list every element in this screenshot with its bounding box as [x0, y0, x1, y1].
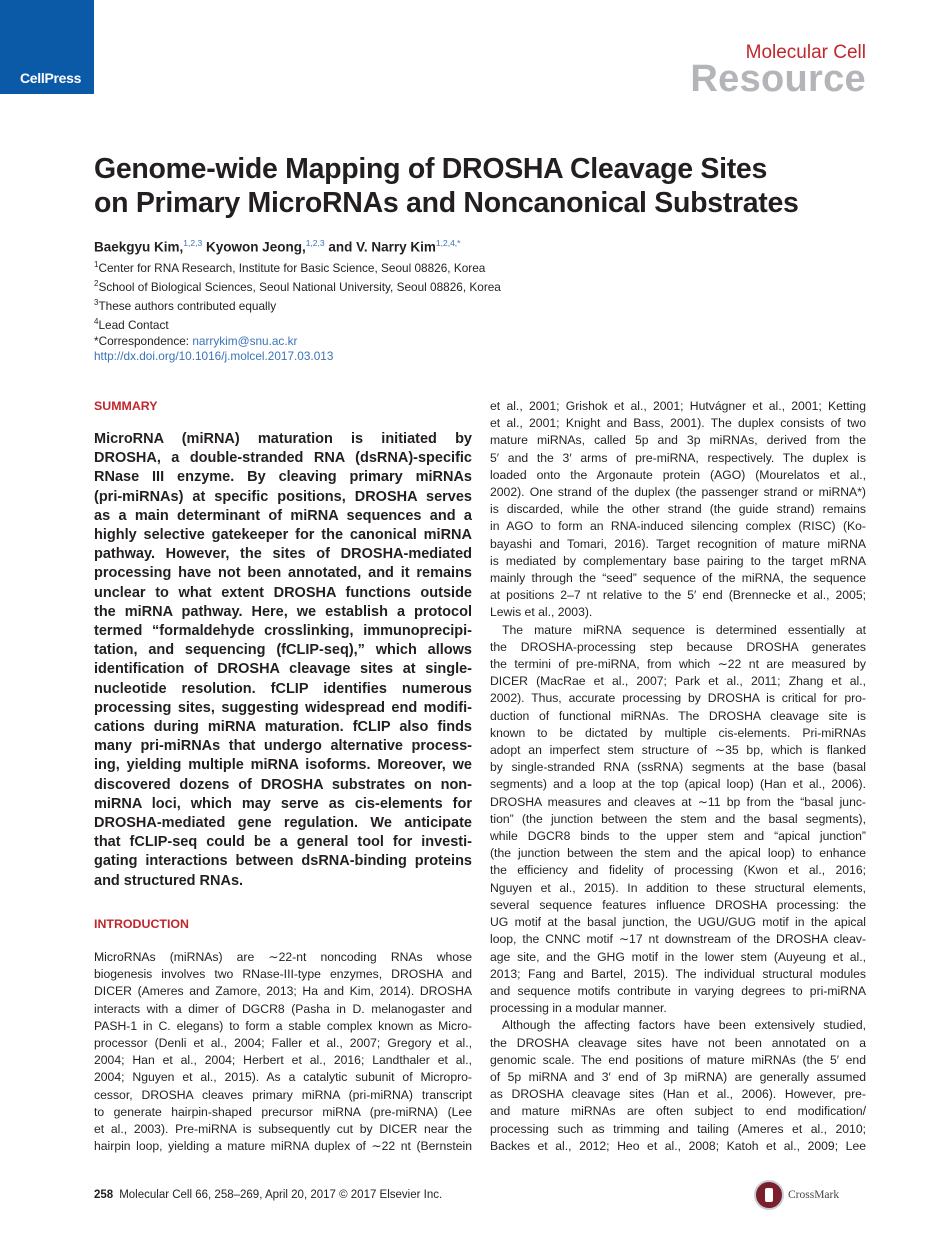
text-line: DROSHA measures and cleaves at ∼11 bp from the “basal junc- — [490, 794, 866, 809]
author-name: and V. Narry Kim — [324, 239, 436, 255]
text-line: DROSHA, a double-stranded RNA (dsRNA)-specific — [94, 450, 472, 467]
text-line: by single-stranded RNA (ssRNA) segments at the base (basal — [490, 760, 866, 775]
text-line: RNase III enzyme. By cleaving primary miRNAs — [94, 469, 472, 486]
text-line: 2004; Han et al., 2004; Herbert et al., 2016; Landthaler et al., — [94, 1053, 472, 1068]
text-line: highly selective gatekeeper for the canonical miRNA — [94, 527, 472, 544]
text-line: pathway. However, the sites of DROSHA-mediated — [94, 546, 472, 563]
text-line: Backes et al., 2012; Heo et al., 2008; Katoh et al., 2009; Lee — [490, 1138, 866, 1153]
text-line: nucleotide resolution. fCLIP identifies numerous — [94, 680, 472, 697]
text-line: the miRNA pathway. Here, we establish a protocol — [94, 603, 472, 620]
text-line: processing have not been annotated, and it remains — [94, 565, 472, 582]
correspondence-line — [94, 334, 501, 349]
affiliation-text: School of Biological Sciences, Seoul National University, Seoul 08826, Korea — [98, 280, 501, 295]
author-affiliation-marks: 1,2,4,* — [435, 238, 461, 248]
text-line: tion” (the junction between the stem and the basal segments), — [490, 811, 866, 826]
text-line: MicroRNA (miRNA) maturation is initiated by — [94, 431, 472, 447]
text-line: 2013; Fang and Bartel, 2015). The individual structural modules — [490, 966, 866, 981]
affiliations — [94, 257, 501, 364]
cellpress-logo-text: CellPress — [20, 70, 82, 86]
text-line: miRNA loci, which may serve as cis-elements for — [94, 795, 472, 812]
text-line: gating interactions between dsRNA-binding proteins — [94, 853, 472, 870]
text-line: (the junction between the stem and the apical loop) to enhance — [490, 846, 866, 861]
text-line: the efficiency and fidelity of processing (Kwon et al., 2016; — [490, 863, 866, 878]
text-line: (pri-miRNAs) at specific positions, DROSHA serves — [94, 488, 472, 505]
text-line: and structured RNAs. — [94, 872, 244, 889]
author-affiliation-marks: 1,2,3 — [183, 238, 203, 248]
text-line: is mediated by complementary base pairing to the target mRNA — [490, 553, 866, 568]
article-title — [94, 152, 884, 220]
introduction-left-column — [94, 949, 472, 1155]
summary-text — [94, 430, 472, 891]
text-line: biogenesis involves two RNase-III-type enzymes, DROSHA and — [94, 967, 472, 982]
text-line: 2002). Thus, accurate processing by DROSHA is critical for pro- — [490, 691, 866, 706]
text-line: cessor, DROSHA cleaves primary miRNA (pri-miRNA) transcript — [94, 1087, 472, 1102]
text-line: Nguyen et al., 2015). In addition to these structural elements, — [490, 880, 866, 895]
text-line: is discarded, while the other strand (the guide strand) remains — [490, 502, 866, 517]
text-line: bayashi and Tomari, 2016). Target recognition of mature miRNA — [490, 536, 866, 551]
text-line: 2002). One strand of the duplex (the passenger strand or miRNA*) — [490, 485, 866, 500]
crossmark-label: CrossMark — [788, 1189, 840, 1201]
text-line: processing such as trimming and tailing (Ameres et al., 2010; — [490, 1121, 866, 1136]
text-line: ing, yielding multiple miRNA isoforms. Moreover, we — [94, 757, 472, 774]
text-line: cations during miRNA maturation. fCLIP also finds — [94, 719, 472, 736]
text-line: 2004; Nguyen et al., 2015). As a catalytic subunit of Micropro- — [94, 1070, 472, 1085]
text-line: The mature miRNA sequence is determined essentially at — [502, 622, 866, 637]
text-line: while DGCR8 binds to the upper stem and “apical junction” — [490, 829, 866, 844]
text-line: Lewis et al., 2003). — [490, 605, 593, 620]
title-line: on Primary MicroRNAs and Noncanonical Substrates — [94, 187, 799, 219]
author-name: Kyowon Jeong, — [202, 239, 306, 255]
text-line: UG motif at the basal junction, the UGU/GUG motif in the apical — [490, 915, 866, 930]
text-line: MicroRNAs (miRNAs) are ∼22-nt noncoding RNAs whose — [94, 950, 472, 964]
affiliation-text: These authors contributed equally — [98, 299, 277, 314]
text-line: mature miRNAs, called 5p and 3p miRNAs, derived from the — [490, 433, 866, 448]
text-line: discovered dozens of DROSHA substrates on non- — [94, 776, 472, 793]
author-name: Baekgyu Kim, — [94, 239, 184, 255]
affiliation-line — [94, 295, 501, 314]
text-line: interacts with a dimer of DGCR8 (Pasha in D. melanogaster and — [94, 1001, 472, 1016]
text-line: as a main determinant of miRNA sequences and a — [94, 507, 472, 524]
crossmark-icon — [754, 1180, 784, 1210]
text-line: DICER (MacRae et al., 2007; Park et al., 2011; Zhang et al., — [490, 674, 866, 689]
affiliation-number: 3 — [94, 298, 99, 308]
text-line: and sequence motifs contribute in varying degrees to pri-miRNA — [490, 983, 866, 998]
correspondence-label: *Correspondence: — [94, 333, 193, 348]
text-line: as DROSHA cleavage sites (Han et al., 2006). However, pre- — [490, 1087, 866, 1102]
text-line: several sequence features influence DROSHA processing: the — [490, 897, 866, 912]
journal-name: Molecular Cell — [745, 42, 866, 63]
affiliation-number: 1 — [94, 260, 99, 269]
text-line: genomic scale. The end positions of mature miRNAs (the 5′ end — [490, 1052, 866, 1067]
title-line: Genome-wide Mapping of DROSHA Cleavage Sites — [94, 153, 768, 185]
author-list — [94, 238, 460, 255]
affiliation-text: Lead Contact — [98, 318, 169, 333]
text-line: that fCLIP-seq could be a general tool for investi- — [94, 834, 472, 851]
text-line: 5′ and the 3′ arms of pre-miRNA, respectively. The duplex is — [490, 450, 866, 465]
introduction-right-column — [490, 398, 866, 1155]
text-line: et al., 2003). Pre-miRNA is subsequently cut by DICER near the — [94, 1122, 472, 1137]
text-line: segments) and a loop at the top (apical loop) (Han et al., 2006). — [490, 777, 866, 792]
text-line: mainly through the “seed” sequence of the miRNA, the sequence — [490, 571, 866, 586]
summary-heading: SUMMARY — [94, 399, 158, 413]
text-line: to generate hairpin-shaped precursor miRNA (pre-miRNA) (Lee — [94, 1104, 472, 1119]
text-line: processing sites, suggesting widespread end modifi- — [94, 699, 472, 716]
text-line: of 5p miRNA and 3′ end of 3p miRNA) are generally assumed — [490, 1069, 866, 1084]
doi-line — [94, 349, 501, 364]
page-number: 258 — [94, 1189, 114, 1201]
text-line: hairpin loop, yielding a mature miRNA duplex of ∼22 nt (Bernstein — [94, 1139, 472, 1154]
text-line: termed “formaldehyde crosslinking, immunoprecipi- — [94, 623, 472, 640]
text-line: unclear to what extent DROSHA functions outside — [94, 584, 472, 601]
text-line: DROSHA-mediated gene regulation. We anticipate — [94, 815, 472, 832]
text-line: loaded onto the Argonaute protein (AGO) (Mourelatos et al., — [490, 467, 866, 482]
text-line: age site, and the GHG motif in the lower stem (Auyeung et al., — [490, 949, 866, 964]
affiliation-text: Center for RNA Research, Institute for Basic Science, Seoul 08826, Korea — [98, 260, 486, 275]
text-line: known to be dictated by multiple cis-elements. Pri-miRNAs — [490, 725, 866, 740]
correspondence-email-link[interactable]: narrykim@snu.ac.kr — [192, 333, 298, 348]
text-line: et al., 2001; Grishok et al., 2001; Hutvágner et al., 2001; Ketting — [490, 399, 866, 413]
text-line: PASH-1 in C. elegans) to form a stable complex known as Micro- — [94, 1018, 472, 1033]
introduction-heading: INTRODUCTION — [94, 917, 189, 931]
cellpress-logo — [0, 0, 94, 94]
doi-link[interactable]: http://dx.doi.org/10.1016/j.molcel.2017.03.013 — [94, 348, 334, 363]
article-type: Resource — [690, 58, 866, 100]
affiliation-number: 2 — [94, 279, 99, 289]
affiliation-line — [94, 276, 501, 295]
text-line: and mature miRNAs are often subject to end modification/ — [490, 1104, 866, 1119]
text-line: identification of DROSHA cleavage sites at single- — [94, 661, 472, 678]
text-line: in AGO to form an RNA-induced silencing complex (RISC) (Ko- — [490, 519, 866, 534]
text-line: processor (Denli et al., 2004; Faller et al., 2007; Gregory et al., — [94, 1036, 472, 1051]
affiliation-number: 4 — [94, 317, 99, 327]
text-line: at positions 2–7 nt relative to the 5′ end (Brennecke et al., 2005; — [490, 588, 866, 603]
crossmark-badge[interactable] — [754, 1180, 866, 1214]
affiliation-line — [94, 314, 501, 333]
text-line: the DROSHA-processing step because DROSHA generates — [490, 639, 866, 654]
text-line: duction of functional miRNAs. The DROSHA cleavage site is — [490, 708, 866, 723]
text-line: Although the affecting factors have been extensively studied, — [502, 1018, 866, 1033]
page-footer — [94, 1189, 442, 1201]
text-line: loop, the CNNC motif ∼17 nt downstream of the DROSHA cleav- — [490, 932, 866, 947]
text-line: DICER (Ameres and Zamore, 2013; Ha and Kim, 2014). DROSHA — [94, 984, 472, 999]
text-line: processing in a modular manner. — [490, 1001, 667, 1016]
affiliation-line — [94, 257, 501, 276]
text-line: the DROSHA cleavage sites have not been annotated on a — [490, 1035, 866, 1050]
footer-citation: Molecular Cell 66, 258–269, April 20, 2017 © 2017 Elsevier Inc. — [119, 1189, 443, 1201]
text-line: tation, and sequencing (fCLIP-seq),” which allows — [94, 642, 472, 659]
text-line: many pri-miRNAs that undergo alternative process- — [94, 738, 472, 755]
text-line: et al., 2001; Knight and Bass, 2001). The duplex consists of two — [490, 416, 866, 431]
text-line: the termini of pre-miRNA, from which ∼22 nt are measured by — [490, 657, 866, 672]
text-line: adopt an imperfect stem structure of ∼35 bp, which is flanked — [490, 743, 866, 758]
author-affiliation-marks: 1,2,3 — [305, 238, 325, 248]
